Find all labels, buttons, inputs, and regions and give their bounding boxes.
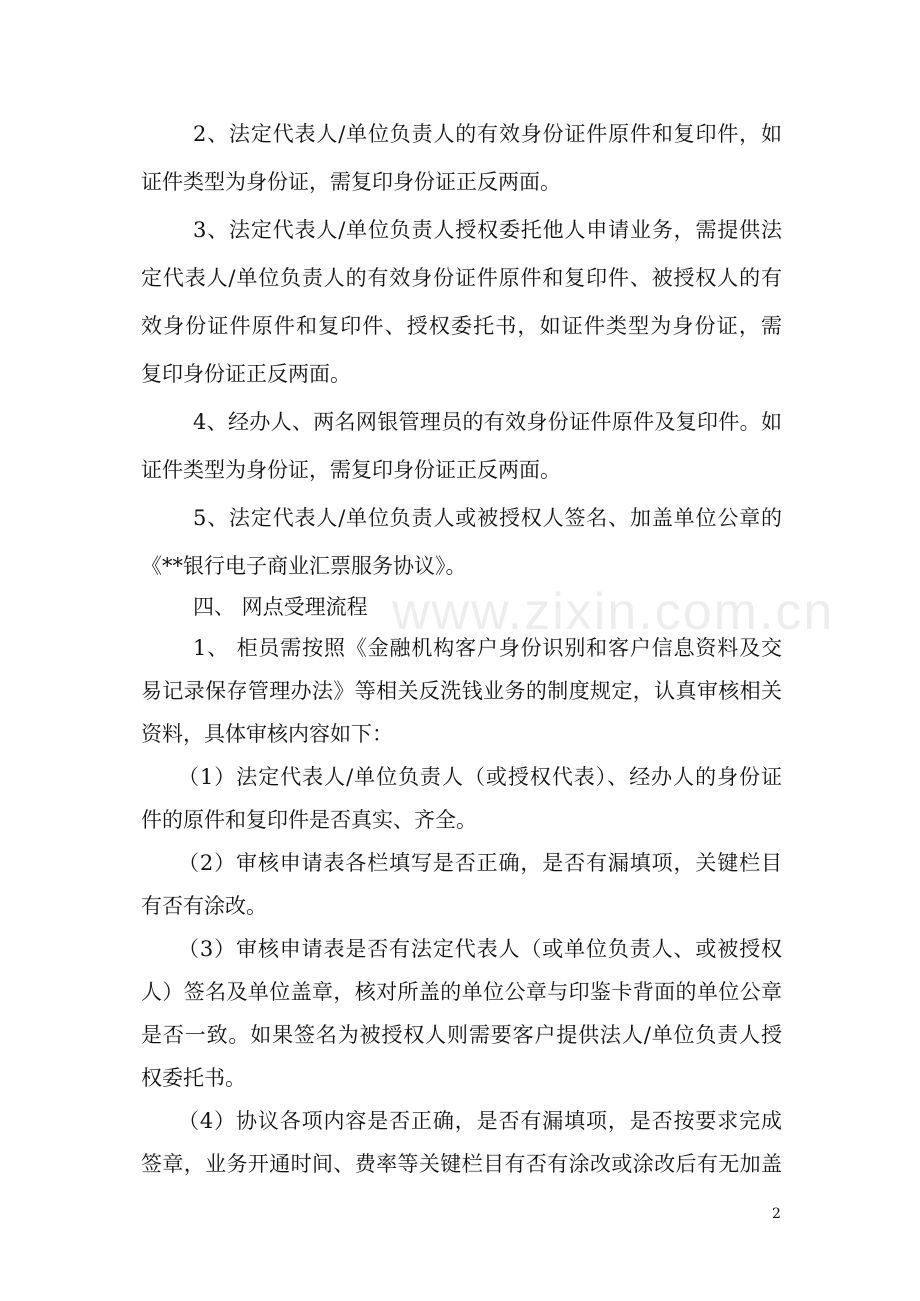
text-line: 3、法定代表人/单位负责人授权委托他人申请业务，需提供法 xyxy=(193,218,782,242)
text-line: 2、法定代表人/单位负责人的有效身份证件原件和复印件，如 xyxy=(193,122,782,146)
text-line: （4）协议各项内容是否正确，是否有漏填项，是否按要求完成 xyxy=(178,1109,782,1133)
text-line: 权委托书。 xyxy=(141,1066,246,1090)
text-line: 效身份证件原件和复印件、授权委托书，如证件类型为身份证，需 xyxy=(141,314,782,338)
text-line: （2）审核申请表各栏填写是否正确，是否有漏填项，关键栏目 xyxy=(178,851,782,875)
text-line: 复印身份证正反两面。 xyxy=(141,362,351,386)
text-line: 是否一致。如果签名为被授权人则需要客户提供法人/单位负责人授 xyxy=(141,1023,782,1047)
text-line: （3）审核申请表是否有法定代表人（或单位负责人、或被授权 xyxy=(178,937,782,961)
text-line: 易记录保存管理办法》等相关反洗钱业务的制度规定，认真审核相关 xyxy=(141,679,782,703)
text-line: 1、 柜员需按照《金融机构客户身份识别和客户信息资料及交 xyxy=(193,636,782,660)
text-line: 人）签名及单位盖章，核对所盖的单位公章与印鉴卡背面的单位公章 xyxy=(141,980,782,1004)
text-line: 件的原件和复印件是否真实、齐全。 xyxy=(141,808,477,832)
text-line: 资料，具体审核内容如下： xyxy=(141,722,393,746)
text-line: 5、法定代表人/单位负责人或被授权人签名、加盖单位公章的 xyxy=(193,506,782,530)
text-line: 《**银行电子商业汇票服务协议》。 xyxy=(141,554,467,578)
page-number: 2 xyxy=(772,1206,781,1222)
text-line: 证件类型为身份证，需复印身份证正反两面。 xyxy=(141,170,561,194)
text-line: 有否有涂改。 xyxy=(141,894,267,918)
watermark: www.zixin.com.cn xyxy=(392,583,835,641)
text-line: 证件类型为身份证，需复印身份证正反两面。 xyxy=(141,458,561,482)
text-line: 4、经办人、两名网银管理员的有效身份证件原件及复印件。如 xyxy=(193,410,782,434)
text-line: 定代表人/单位负责人的有效身份证件原件和复印件、被授权人的有 xyxy=(141,266,782,290)
text-line: 签章，业务开通时间、费率等关键栏目有否有涂改或涂改后有无加盖 xyxy=(141,1152,782,1176)
text-line: （1）法定代表人/单位负责人（或授权代表）、经办人的身份证 xyxy=(178,765,782,789)
section-heading: 四、 网点受理流程 xyxy=(193,595,368,619)
